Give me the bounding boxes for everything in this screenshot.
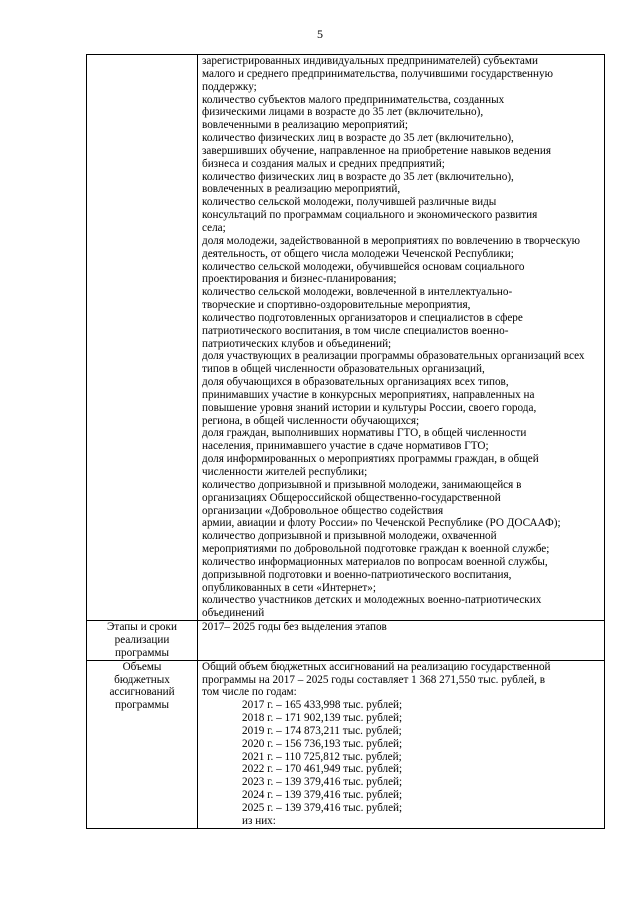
text-line: принимавших участие в конкурсных мероприятиях, направленных на [202,388,535,401]
text-line: организациях Общероссийской общественно-государственной [202,491,501,504]
text-line: населения, принимавшего участие в сдаче нормативов ГТО; [202,440,489,453]
text-line: программы на 2017 – 2025 годы составляет 1 368 271,550 тыс. рублей, в [202,673,545,686]
text-line: поддержку; [202,80,257,93]
text-line: завершивших обучение, направленное на приобретение навыков ведения [202,144,551,157]
text-line: консультаций по программам социального и экономического развития [202,209,538,222]
text-line: села; [202,221,226,234]
text-line: доля обучающихся в образовательных организациях всех типов, [202,376,509,389]
row-label [87,660,198,828]
text-line: 2019 г. – 174 873,211 тыс. рублей; [242,724,402,737]
program-passport-table [86,54,605,829]
text-line: 2017– 2025 годы без выделения этапов [202,621,387,634]
table-row-indicators [87,55,605,621]
text-line: бизнеса и создания малых и средних предприятий; [202,157,445,170]
page-number: 5 [317,27,323,41]
text-line: реализации [114,633,170,646]
text-line: допризывной подготовки и военно-патриотического воспитания, [202,568,512,581]
text-line: из них: [242,814,276,827]
text-line: количество участников детских и молодежных военно-патриотических [202,594,542,607]
text-line: количество подготовленных организаторов и специалистов в сфере [202,311,523,324]
text-line: типов в общей численности образовательных организаций, [202,363,485,376]
text-line: проектирования и бизнес-планирования; [202,273,397,286]
text-line: патриотического воспитания, в том числе специалистов военно- [202,324,509,337]
row-content [198,55,605,621]
text-line: количество физических лиц в возрасте до 35 лет (включительно), [202,132,514,145]
text-line: доля информированных о мероприятиях программы граждан, в общей [202,453,539,466]
text-line: том числе по годам: [202,686,297,699]
text-line: вовлеченными в реализацию мероприятий; [202,119,408,132]
text-line: 2022 г. – 170 461,949 тыс. рублей; [242,763,403,776]
text-line: малого и среднего предпринимательства, получившими государственную [202,67,553,80]
text-line: доля молодежи, задействованной в мероприятиях по вовлечению в творческую [202,234,581,247]
text-line: зарегистрированных индивидуальных предпринимателей) субъектами [202,55,538,67]
row-content [198,660,605,828]
text-line: Общий объем бюджетных ассигнований на реализацию государственной [202,660,551,673]
budget-years [202,699,600,827]
text-line: повышение уровня знаний истории и культуры России, своего города, [202,401,537,414]
row-label [87,621,198,661]
text-line: 2024 г. – 139 379,416 тыс. рублей; [242,789,403,802]
text-line: физическими лицами в возрасте до 35 лет (включительно), [202,106,484,119]
text-line: количество субъектов малого предпринимательства, созданных [202,93,505,106]
text-line: Объемы [122,660,162,673]
text-line: количество допризывной и призывной молодежи, охваченной [202,530,497,543]
text-line: количество допризывной и призывной молодежи, занимающейся в [202,478,522,491]
text-line: доля граждан, выполнивших нормативы ГТО, в общей численности [202,427,527,440]
table-row-budget [87,660,605,828]
text-line: количество физических лиц в возрасте до 35 лет (включительно), [202,170,514,183]
text-line: творческие и спортивно-оздоровительные мероприятия, [202,299,471,312]
text-line: армии, авиации и флоту России» по Чеченской Республике (РО ДОСААФ); [202,517,561,530]
text-line: численности жителей республики; [202,466,368,478]
text-line: объединений [202,607,265,620]
text-line: 2025 г. – 139 379,416 тыс. рублей; [242,801,403,814]
text-line: вовлеченных в реализацию мероприятий, [202,183,401,196]
text-line: ассигнований [109,686,175,699]
table-row-stages [87,621,605,661]
text-line: бюджетных [114,673,170,686]
row-label [87,55,198,621]
text-line: опубликованных в сети «Интернет»; [202,581,376,594]
text-line: количество сельской молодежи, вовлеченной в интеллектуально- [202,286,513,299]
text-line: региона, в общей численности обучающихся; [202,414,420,427]
row-content [198,621,605,661]
text-line: 2021 г. – 110 725,812 тыс. рублей; [242,750,402,763]
text-line: количество информационных материалов по вопросам военной службы, [202,555,548,568]
text-line: организации «Добровольное общество содействия [202,504,444,517]
text-line: программы [115,699,169,712]
text-line: 2020 г. – 156 736,193 тыс. рублей; [242,737,403,750]
text-line: программы [115,646,169,659]
text-line: 2018 г. – 171 902,139 тыс. рублей; [242,712,403,725]
text-line: доля участвующих в реализации программы образовательных организаций всех [202,350,585,363]
text-line: 2017 г. – 165 433,998 тыс. рублей; [242,699,403,712]
text-line: мероприятиями по добровольной подготовке граждан к военной службе; [202,543,550,556]
budget-intro [202,661,600,700]
text-line: 2023 г. – 139 379,416 тыс. рублей; [242,776,403,789]
text-line: деятельность, от общего числа молодежи Чеченской Республики; [202,247,514,260]
text-line: Этапы и сроки [107,621,177,634]
text-line: патриотических клубов и объединений; [202,337,392,350]
text-line: количество сельской молодежи, обучившейся основам социального [202,260,525,273]
text-line: количество сельской молодежи, получившей различные виды [202,196,497,209]
